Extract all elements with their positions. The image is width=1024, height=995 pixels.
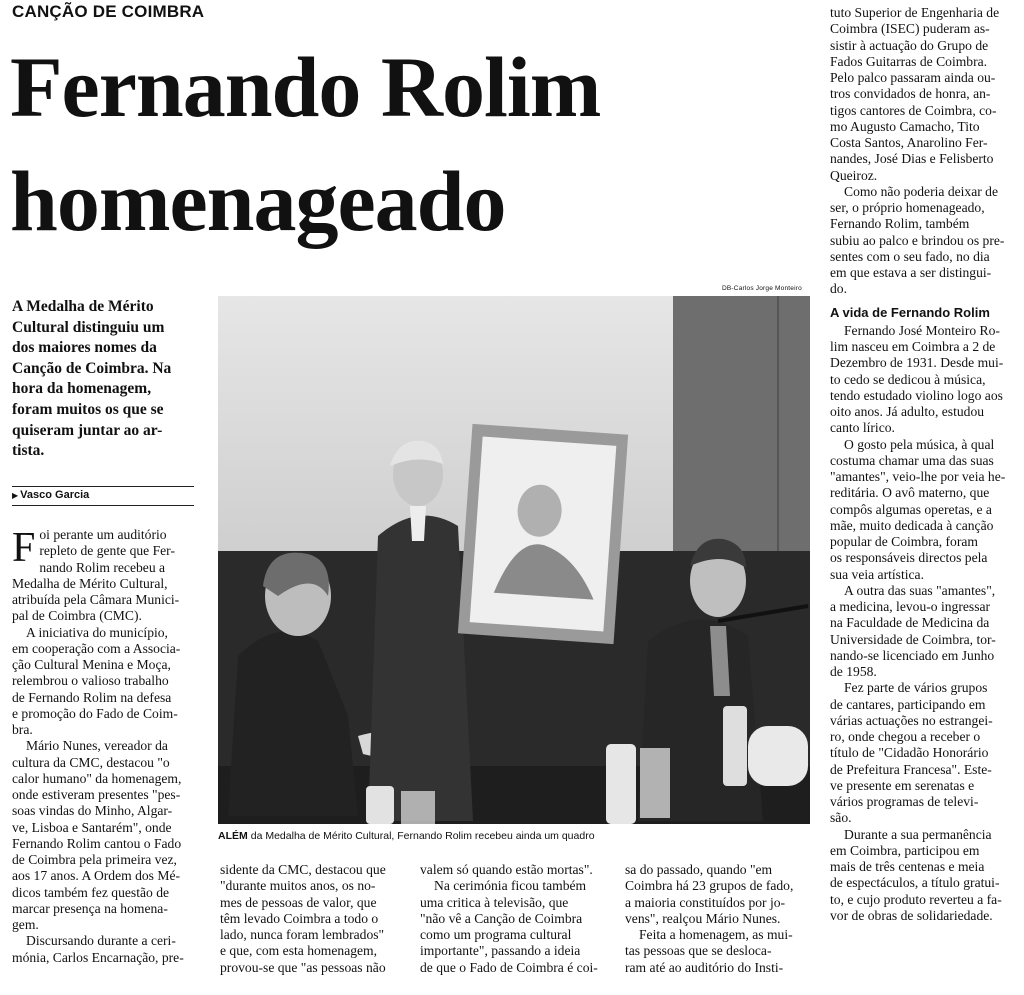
- body-text-line: como um programa cultural: [420, 927, 572, 942]
- body-text-line: Feita a homenagem, as mui-: [639, 927, 793, 942]
- lead-line: A Medalha de Mérito: [12, 298, 154, 315]
- body-text-line: em Coimbra, participou em: [830, 842, 980, 858]
- body-text-line: vens", realçou Mário Nunes.: [625, 910, 781, 926]
- dropcap-line: oi perante um auditório: [39, 527, 167, 542]
- byline: [12, 489, 89, 501]
- lead-line: hora da homenagem,: [12, 380, 152, 398]
- body-text-line: "durante muitos anos, os no-: [220, 878, 376, 894]
- body-text-line: têm levado Coimbra a todo o: [220, 910, 379, 926]
- body-text-line: de Fernando Rolim na defesa: [12, 689, 172, 705]
- body-text-line: Fernando Rolim cantou o Fado: [12, 835, 182, 851]
- body-text-line: em que estava a ser distingui-: [830, 265, 992, 280]
- column-5-part-1: [830, 5, 1020, 298]
- lead-line: foram muitos os que se: [12, 400, 164, 418]
- section-kicker: CANÇÃO DE COIMBRA: [12, 2, 205, 21]
- event-photo: [218, 296, 810, 824]
- body-text-line: reditária. O avô materno, que: [830, 485, 990, 501]
- body-text-line: tendo estudado violino logo aos: [830, 387, 1003, 403]
- body-text-line: sistir à actuação do Grupo de: [830, 37, 989, 53]
- body-text-line: sua veia artística.: [830, 566, 924, 582]
- photo-credit: DB-Carlos Jorge Monteiro: [722, 285, 802, 292]
- byline-rule-top: [12, 486, 194, 487]
- lead-line: dos maiores nomes da: [12, 339, 157, 357]
- body-text-line: aos 17 anos. A Ordem dos Mé-: [12, 868, 181, 884]
- body-text-line: "amantes", veio-lhe por veia he-: [830, 469, 1006, 484]
- body-text-line: Fados Guitarras de Coimbra.: [830, 53, 988, 69]
- body-text-line: vor de obras de solidariedade.: [830, 907, 993, 923]
- body-text-line: ve presente em serenatas e: [830, 777, 975, 793]
- column-4: [625, 862, 815, 976]
- lead-line: tista.: [12, 442, 45, 460]
- body-text-line: Discursando durante a ceri-: [26, 933, 176, 949]
- body-text-line: Na cerimónia ficou também: [434, 878, 587, 894]
- body-text-line: onde estiveram presentes "pes-: [12, 787, 181, 802]
- body-text-line: os responsáveis directos pela: [830, 550, 988, 566]
- body-text-line: marcar presença na homena-: [12, 900, 168, 916]
- body-text-line: canto lírico.: [830, 420, 895, 436]
- body-text-line: vários programas de televi-: [830, 794, 979, 809]
- body-text-line: Fernando Rolim, também: [830, 216, 970, 232]
- body-text-line: de Prefeitura Francesa". Este-: [830, 761, 992, 777]
- body-text-line: tigos cantores de Coimbra, co-: [830, 102, 997, 118]
- body-text-line: tuto Superior de Engenharia de: [830, 5, 1000, 20]
- column-3: [420, 862, 610, 976]
- body-text-line: valem só quando estão mortas".: [420, 862, 593, 877]
- body-text-line: Mário Nunes, vereador da: [26, 738, 168, 754]
- body-text-line: A iniciativa do município,: [26, 624, 168, 640]
- body-text-line: ram até ao auditório do Insti-: [625, 959, 784, 975]
- column-1-body: [12, 576, 202, 966]
- body-text-line: oito anos. Já adulto, estudou: [830, 404, 985, 419]
- body-text-line: de 1958.: [830, 664, 877, 679]
- body-text-line: tas pessoas que se desloca-: [625, 943, 772, 959]
- body-text-line: importante", passando a ideia: [420, 943, 581, 959]
- body-text-line: dicos também fez questão de: [12, 884, 170, 900]
- body-text-line: lim nasceu em Coimbra a 2 de: [830, 339, 996, 354]
- lead-paragraph: [12, 297, 197, 462]
- column-1: [12, 527, 202, 966]
- body-text-line: Pelo palco passaram ainda ou-: [830, 70, 996, 85]
- body-text-line: do.: [830, 281, 847, 297]
- byline-author: Vasco Garcia: [20, 489, 90, 501]
- caption-lead-word: ALÉM: [218, 830, 248, 842]
- body-text-line: de cantares, participando em: [830, 696, 986, 712]
- body-text-line: mónia, Carlos Encarnação, pre-: [12, 949, 184, 965]
- body-text-line: Medalha de Mérito Cultural,: [12, 575, 168, 591]
- body-text-line: to cedo se dedicou à música,: [830, 371, 986, 387]
- body-text-line: e promoção do Fado de Coim-: [12, 705, 178, 721]
- photo-illustration: [218, 296, 810, 824]
- column-2: [220, 862, 410, 976]
- body-text-line: bra.: [12, 722, 33, 737]
- body-text-line: na Faculdade de Medicina da: [830, 615, 990, 631]
- body-text-line: nandes, José Dias e Felisberto: [830, 151, 994, 167]
- body-text-line: pal de Coimbra (CMC).: [12, 608, 142, 624]
- body-text-line: provou-se que "as pessoas não: [220, 959, 386, 975]
- body-text-line: a maioria constituídos por jo-: [625, 894, 786, 910]
- body-text-line: sentes com o seu fado, no dia: [830, 248, 990, 264]
- byline-rule-bottom: [12, 505, 194, 506]
- headline-line-1: Fernando Rolim: [10, 39, 601, 135]
- lead-line: quiseram juntar ao ar-: [12, 421, 163, 439]
- body-text-line: mais de três centenas e meia: [830, 859, 985, 874]
- body-text-line: Coimbra há 23 grupos de fado,: [625, 878, 794, 894]
- headline: [10, 30, 810, 258]
- body-text-line: tros convidados de honra, an-: [830, 86, 991, 102]
- body-text-line: Coimbra (ISEC) puderam as-: [830, 21, 990, 37]
- body-text-line: várias actuações no estrangei-: [830, 712, 993, 728]
- lead-line: Canção de Coimbra. Na: [12, 359, 172, 377]
- body-text-line: soas vindas do Minho, Algar-: [12, 803, 173, 819]
- dropcap-lines: [12, 527, 202, 576]
- subheading: A vida de Fernando Rolim: [830, 304, 990, 320]
- body-text-line: O gosto pela música, à qual: [844, 436, 995, 452]
- body-text-line: popular de Coimbra, foram: [830, 534, 978, 549]
- body-text-line: ro, onde chegou a receber o: [830, 729, 981, 744]
- body-text-line: Costa Santos, Anarolino Fer-: [830, 135, 988, 150]
- body-text-line: costuma chamar uma das suas: [830, 452, 994, 468]
- column-5-part-2: [830, 323, 1020, 924]
- body-text-line: subiu ao palco e brindou os pre-: [830, 232, 1005, 248]
- body-text-line: to, e cujo produto reverteu a fa-: [830, 891, 1002, 907]
- body-text-line: ção Cultural Menina e Moça,: [12, 657, 171, 672]
- body-text-line: ve, Lisboa e Santarém", onde: [12, 819, 172, 835]
- body-text-line: relembrou o valioso trabalho: [12, 673, 169, 689]
- byline-arrow-icon: ▶: [12, 491, 19, 500]
- body-text-line: mo Augusto Camacho, Tito: [830, 118, 980, 134]
- body-text-line: a medicina, levou-o ingressar: [830, 599, 991, 614]
- lead-line: Cultural distinguiu um: [12, 318, 165, 336]
- dropcap: F: [12, 525, 36, 571]
- body-text-line: lado, nunca foram lembrados": [220, 927, 385, 942]
- body-text-line: Fernando José Monteiro Ro-: [844, 322, 1000, 338]
- body-text-line: nando-se licenciado em Junho: [830, 647, 995, 663]
- body-text-line: em cooperação com a Associa-: [12, 640, 181, 656]
- dropcap-line: nando Rolim recebeu a: [39, 559, 166, 575]
- body-text-line: "não vê a Canção de Coimbra: [420, 910, 583, 926]
- body-text-line: sa do passado, quando "em: [625, 862, 773, 877]
- photo-caption: [218, 830, 810, 842]
- body-text-line: são.: [830, 810, 852, 826]
- body-text-line: mãe, muito dedicada à canção: [830, 517, 994, 533]
- caption-text: da Medalha de Mérito Cultural, Fernando Rolim recebeu ainda um quadro: [250, 830, 595, 842]
- body-text-line: uma critica à televisão, que: [420, 894, 569, 910]
- body-text-line: gem.: [12, 917, 39, 932]
- body-text-line: de Coimbra pela primeira vez,: [12, 852, 177, 867]
- body-text-line: mes de pessoas de valor, que: [220, 894, 377, 910]
- body-text-line: Durante a sua permanência: [844, 826, 992, 842]
- dropcap-line: repleto de gente que Fer-: [39, 543, 175, 559]
- body-text-line: sidente da CMC, destacou que: [220, 862, 386, 877]
- body-text-line: Universidade de Coimbra, tor-: [830, 631, 996, 647]
- body-text-line: de espectáculos, a título gratui-: [830, 875, 1000, 891]
- body-text-line: cultura da CMC, destacou "o: [12, 754, 170, 770]
- body-text-line: de que o Fado de Coimbra é coi-: [420, 959, 598, 975]
- headline-line-2: homenageado: [10, 153, 506, 249]
- body-text-line: título de "Cidadão Honorário: [830, 745, 989, 761]
- body-text-line: Como não poderia deixar de: [844, 183, 999, 199]
- column-5: [830, 5, 1020, 924]
- body-text-line: compôs algumas operetas, e a: [830, 501, 992, 517]
- body-text-line: Queiroz.: [830, 167, 878, 183]
- body-text-line: e que, com esta homenagem,: [220, 943, 378, 959]
- body-text-line: calor humano" da homenagem,: [12, 770, 182, 786]
- body-text-line: A outra das suas "amantes",: [844, 582, 996, 598]
- body-text-line: ser, o próprio homenageado,: [830, 200, 985, 215]
- body-text-line: Fez parte de vários grupos: [844, 680, 988, 696]
- body-text-line: Dezembro de 1931. Desde mui-: [830, 355, 1004, 371]
- body-text-line: atribuída pela Câmara Munici-: [12, 592, 180, 607]
